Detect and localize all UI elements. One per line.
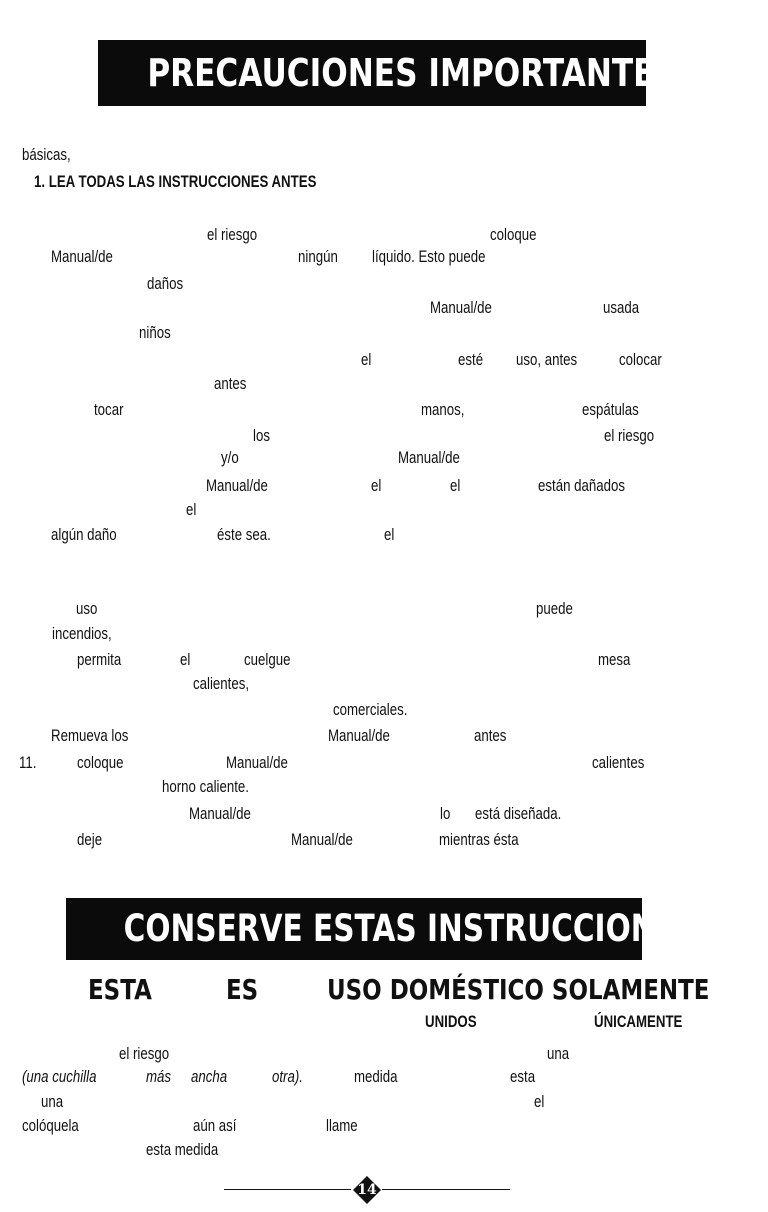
text-fragment: el [534, 1092, 545, 1111]
text-fragment: Remueva los [51, 726, 129, 745]
text-fragment: una [547, 1044, 570, 1063]
text-fragment: éste sea. [217, 525, 271, 544]
text-fragment: permita [77, 650, 122, 669]
text-fragment: manos, [421, 400, 465, 419]
text-fragment: Manual/de [226, 753, 288, 772]
text-fragment: están dañados [538, 476, 626, 495]
text-fragment: espátulas [582, 400, 639, 419]
text-fragment: está diseñada. [475, 804, 562, 823]
footer-rule [382, 1189, 510, 1190]
text-fragment: esta medida [146, 1140, 219, 1159]
text-fragment: los [253, 426, 270, 445]
text-fragment: usada [603, 298, 640, 317]
text-fragment: Manual/de [51, 247, 113, 266]
text-fragment: horno caliente. [162, 777, 249, 796]
text-fragment: antes [474, 726, 507, 745]
text-fragment: el [450, 476, 461, 495]
text-fragment: esta [510, 1067, 536, 1086]
text-fragment: puede [536, 599, 573, 618]
text-fragment: mientras ésta [439, 830, 519, 849]
text-fragment: uso [76, 599, 98, 618]
text-fragment: Manual/de [398, 448, 460, 467]
text-fragment: y/o [221, 448, 239, 467]
text-fragment: medida [354, 1067, 398, 1086]
text-fragment: líquido. Esto puede [372, 247, 486, 266]
text-fragment: aún así [193, 1116, 237, 1135]
text-fragment: Manual/de [328, 726, 390, 745]
text-fragment: colocar [619, 350, 662, 369]
section-heading: USO DOMÉSTICO SOLAMENTE [327, 973, 710, 1006]
text-fragment: calientes, [193, 674, 250, 693]
text-fragment: lo [440, 804, 451, 823]
section-heading: 1. LEA TODAS LAS INSTRUCCIONES ANTES [34, 172, 317, 191]
page-number: 14 [357, 1182, 377, 1198]
text-fragment: ningún [298, 247, 338, 266]
text-fragment: daños [147, 274, 184, 293]
text-fragment: llame [326, 1116, 358, 1135]
text-fragment: esté [458, 350, 484, 369]
text-fragment: el riesgo [119, 1044, 170, 1063]
text-fragment: ÚNICAMENTE [594, 1012, 683, 1031]
text-fragment: el riesgo [207, 225, 258, 244]
conserve-banner [66, 898, 698, 960]
text-fragment: una [41, 1092, 64, 1111]
text-fragment: más [146, 1067, 172, 1086]
text-fragment: el [361, 350, 372, 369]
text-fragment: coloque [490, 225, 537, 244]
text-fragment: Manual/de [189, 804, 251, 823]
text-fragment: uso, antes [516, 350, 578, 369]
text-fragment: Manual/de [291, 830, 353, 849]
text-fragment: el [384, 525, 395, 544]
text-fragment: mesa [598, 650, 631, 669]
footer-rule [224, 1189, 351, 1190]
text-fragment: (una cuchilla [22, 1067, 97, 1086]
text-fragment: 11. [19, 753, 37, 772]
text-fragment: cuelgue [244, 650, 291, 669]
text-fragment: tocar [94, 400, 124, 419]
text-fragment: el [180, 650, 191, 669]
section-heading: ESTA [88, 973, 152, 1006]
text-fragment: antes [214, 374, 247, 393]
text-fragment: colóquela [22, 1116, 79, 1135]
text-fragment: básicas, [22, 145, 71, 164]
text-fragment: comerciales. [333, 700, 408, 719]
text-fragment: Manual/de [430, 298, 492, 317]
text-fragment: niños [139, 323, 171, 342]
text-fragment: calientes [592, 753, 645, 772]
title-banner-text: PRECAUCIONES IMPORTANTES [147, 51, 677, 95]
text-fragment: algún daño [51, 525, 117, 544]
text-fragment: otra). [272, 1067, 303, 1086]
text-fragment: el riesgo [604, 426, 655, 445]
text-fragment: Manual/de [206, 476, 268, 495]
text-fragment: UNIDOS [425, 1012, 477, 1031]
text-fragment: incendios, [52, 624, 112, 643]
conserve-banner-text: CONSERVE ESTAS INSTRUCCIONES [123, 907, 698, 950]
text-fragment: coloque [77, 753, 124, 772]
text-fragment: el [186, 500, 197, 519]
text-fragment: deje [77, 830, 103, 849]
title-banner [98, 40, 677, 106]
text-fragment: el [371, 476, 382, 495]
text-fragment: ancha [191, 1067, 228, 1086]
section-heading: ES [226, 973, 259, 1006]
